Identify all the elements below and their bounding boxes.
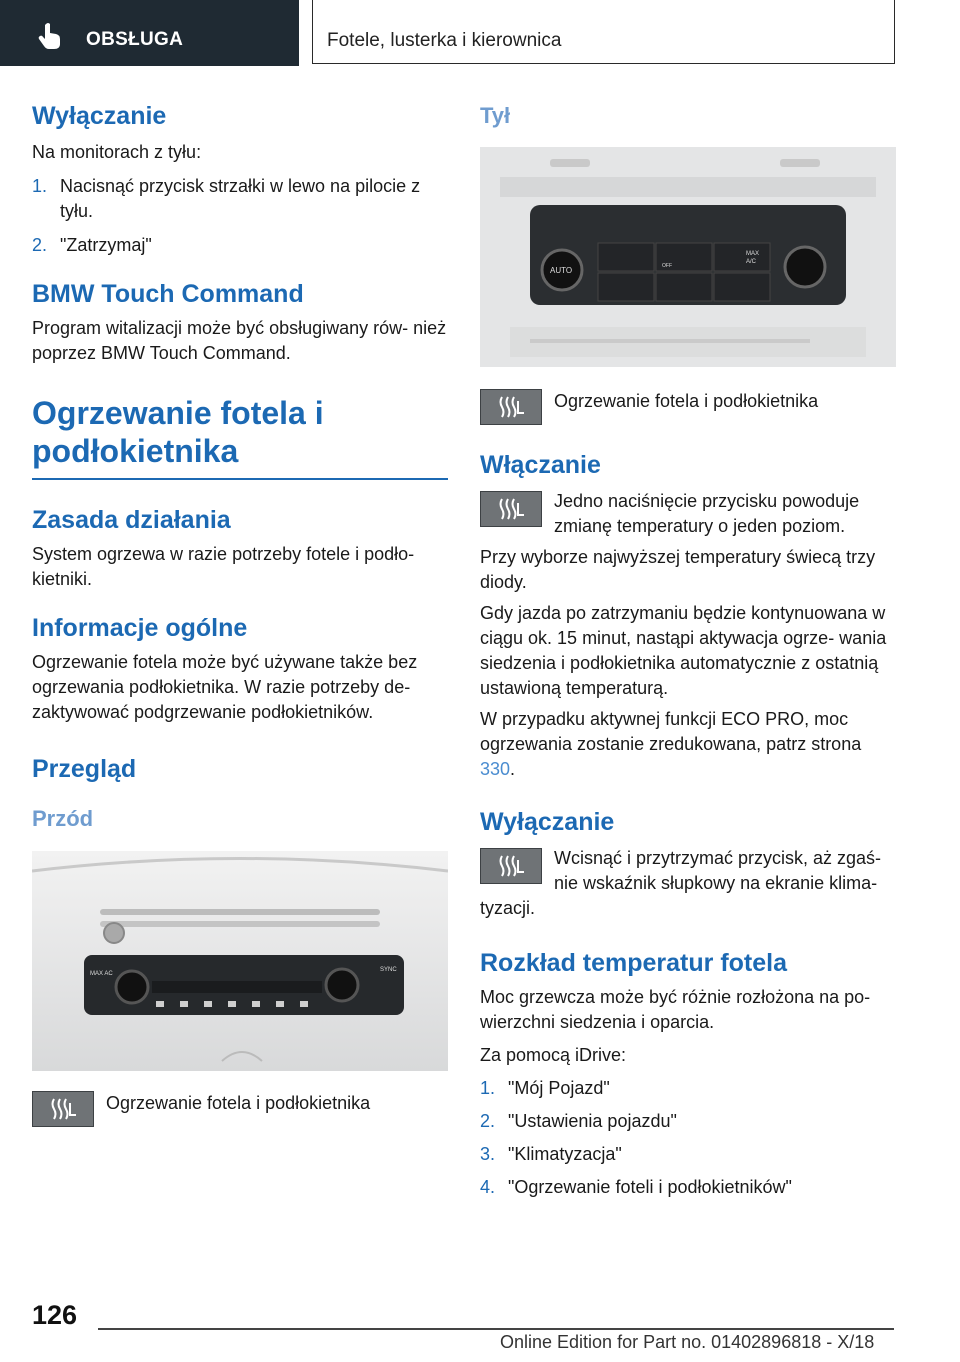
caption-row [32, 1091, 448, 1127]
caption-row [480, 389, 896, 425]
auto-label: AUTO [550, 266, 573, 275]
numbered-list [32, 174, 448, 258]
paragraph: Moc grzewcza może być różnie rozłożona na po- wierzchni siedzenia i oparcia. [480, 987, 871, 1032]
front-panel-photo [32, 851, 448, 1071]
section-label: OBSŁUGA [86, 29, 184, 50]
list-item [480, 1142, 896, 1167]
list-text: "Klimatyzacja" [508, 1144, 622, 1164]
list-item [32, 174, 448, 224]
max-label: MAX [746, 251, 760, 257]
paragraph: Za pomocą iDrive: [480, 1045, 627, 1065]
paragraph: Jedno naciśnięcie przycisku powoduje zmianę temperatury o jeden poziom. [554, 491, 860, 536]
list-text: "Ustawienia pojazdu" [508, 1111, 677, 1131]
list-item [32, 233, 448, 258]
off-label: OFF [662, 263, 672, 269]
list-item [480, 1076, 896, 1101]
chapter-header [312, 0, 895, 64]
rear-panel-photo [480, 147, 896, 367]
footer-divider [98, 1328, 894, 1330]
footer-edition: Online Edition for Part no. 01402896818 - X/18 [500, 1332, 875, 1352]
list-text: "Mój Pojazd" [508, 1078, 610, 1098]
heading-przod: Przód [32, 806, 94, 831]
paragraph: Ogrzewanie fotela może być używane także bez ogrzewania podłokietnika. W razie potrzeby de- zaktywować podgrzewanie podłokietników. [32, 652, 418, 722]
list-number: 4. [480, 1177, 496, 1197]
paragraph: Gdy jazda po zatrzymaniu będzie kontynuowana w ciągu ok. 15 minut, nastąpi aktywacja ogrze- wania siedzenia i podłokietnika automatycznie z ostatnią ustawioną temperaturą. [480, 603, 887, 698]
list-item [480, 1175, 896, 1200]
icon-paragraph [480, 489, 896, 539]
heading-informacje: Informacje ogólne [32, 614, 248, 642]
left-column [32, 100, 448, 1127]
paragraph: Na monitorach z tyłu: [32, 142, 202, 162]
icon-paragraph [480, 846, 896, 896]
list-item [480, 1109, 896, 1134]
numbered-list [480, 1076, 896, 1200]
front-climate-panel-image [32, 851, 448, 1071]
heading-wylaczanie: Wyłączanie [32, 102, 167, 130]
heading-rozklad: Rozkład temperatur fotela [480, 949, 788, 977]
seat-heating-icon [480, 389, 542, 425]
paragraph: Wcisnąć i przytrzymać przycisk, aż zgaś- nie wskaźnik słupkowy na ekranie klima- [554, 848, 882, 893]
hand-pointer-icon [38, 22, 64, 50]
heading-przeglad: Przegląd [32, 755, 137, 783]
text: W przypadku aktywnej funkcji ECO PRO, moc ogrzewania zostanie zredukowana, patrz strona [480, 709, 862, 754]
list-number: 1. [32, 176, 48, 196]
seat-heating-icon [480, 848, 542, 884]
list-text: "Ogrzewanie foteli i podłokietników" [508, 1177, 792, 1197]
list-number: 2. [480, 1111, 496, 1131]
text: . [510, 759, 516, 779]
chapter-heading: Ogrzewanie fotela i podłokietnika [32, 394, 448, 480]
paragraph [480, 707, 896, 782]
heading-wylaczanie-right: Wyłączanie [480, 808, 615, 836]
page-number: 126 [32, 1300, 78, 1330]
heading-wlaczanie: Włączanie [480, 451, 601, 479]
paragraph: Przy wyborze najwyższej temperatury świecą trzy diody. [480, 547, 876, 592]
list-number: 1. [480, 1078, 496, 1098]
list-number: 2. [32, 235, 48, 255]
chapter-title: Fotele, lusterka i kierownica [327, 30, 562, 51]
image-caption: Ogrzewanie fotela i podłokietnika [554, 391, 819, 411]
heading-touch-command: BMW Touch Command [32, 280, 304, 308]
sync-label: SYNC [380, 967, 397, 973]
seat-heating-icon [32, 1091, 94, 1127]
list-text: "Zatrzymaj" [60, 235, 152, 255]
list-number: 3. [480, 1144, 496, 1164]
heading-tyl: Tył [480, 103, 511, 128]
ac-label: A/C [746, 259, 757, 265]
max-ac-label: MAX AC [90, 971, 113, 977]
page-link[interactable]: 330 [480, 759, 511, 779]
paragraph: tyzacji. [480, 898, 536, 918]
section-tab [0, 0, 299, 66]
paragraph: System ogrzewa w razie potrzeby fotele i podło- kietniki. [32, 544, 415, 589]
seat-heating-icon [480, 491, 542, 527]
paragraph: Program witalizacji może być obsługiwany rów- nież poprzez BMW Touch Command. [32, 318, 447, 363]
right-column [480, 100, 896, 1200]
image-caption: Ogrzewanie fotela i podłokietnika [106, 1093, 371, 1113]
list-text: Nacisnąć przycisk strzałki w lewo na pilocie z tyłu. [60, 176, 421, 221]
heading-zasada: Zasada działania [32, 506, 231, 534]
rear-climate-panel-image [480, 147, 896, 367]
